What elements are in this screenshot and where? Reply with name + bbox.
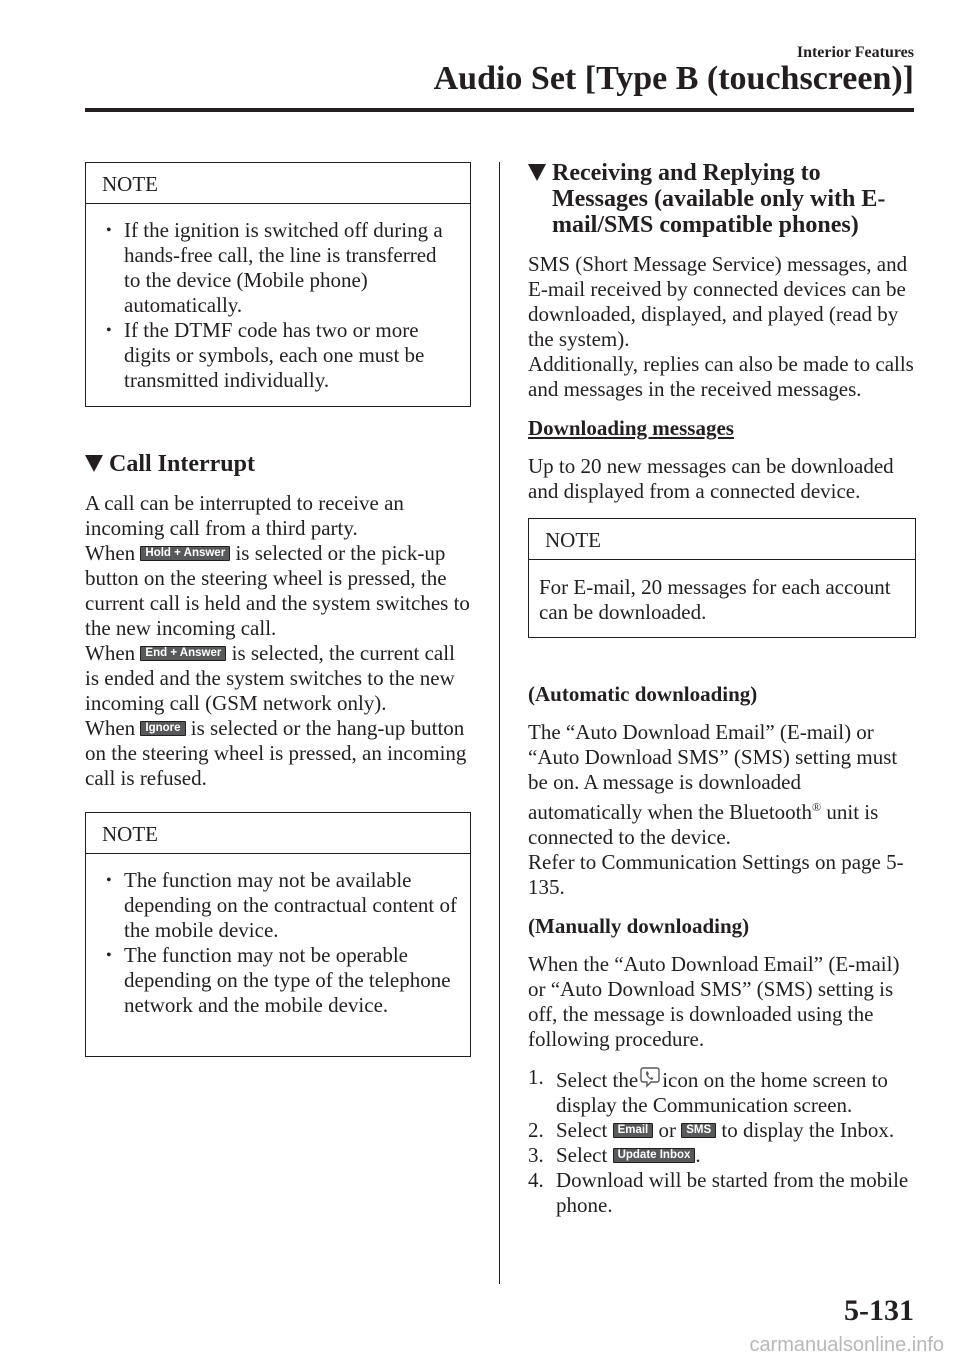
note-title: NOTE bbox=[529, 519, 915, 560]
page-title: Audio Set [Type B (touchscreen)] bbox=[433, 60, 914, 97]
subheading-downloading-messages: Downloading messages bbox=[528, 416, 734, 440]
note-body bbox=[86, 204, 470, 403]
step-item: 3. Select Update Inbox . bbox=[528, 1143, 701, 1167]
end-answer-button[interactable]: End + Answer bbox=[140, 646, 226, 661]
subheading-automatic-downloading: (Automatic downloading) bbox=[528, 682, 758, 706]
paragraph: Refer to Communication Settings on page 5-135. bbox=[528, 850, 904, 899]
watermark: carmanualsonline.info bbox=[749, 1334, 944, 1356]
update-inbox-button[interactable]: Update Inbox bbox=[613, 1148, 696, 1163]
note-box bbox=[85, 162, 471, 407]
ignore-button[interactable]: Ignore bbox=[140, 721, 185, 736]
paragraph: Additionally, replies can also be made to calls and messages in the received messages. bbox=[528, 352, 914, 401]
triangle-marker-icon bbox=[85, 455, 103, 472]
note-item: • The function may not be operable depending on the type of the telephone network and the mobile device. bbox=[98, 943, 458, 1018]
email-button[interactable]: Email bbox=[613, 1123, 654, 1138]
column-divider bbox=[499, 162, 500, 1284]
note-title: NOTE bbox=[86, 163, 470, 204]
triangle-marker-icon bbox=[528, 164, 546, 181]
step-item: 4. Download will be started from the mobile phone. bbox=[528, 1168, 909, 1217]
note-body bbox=[86, 854, 470, 1028]
sms-button[interactable]: SMS bbox=[681, 1123, 716, 1138]
note-item: • The function may not be available depending on the contractual content of the mobile device. bbox=[98, 868, 458, 943]
procedure-steps bbox=[528, 1065, 916, 1218]
page-number: 5-131 bbox=[844, 1294, 914, 1327]
paragraph: SMS (Short Message Service) messages, and E-mail received by connected devices can be downloaded, displayed, and played (read by the system). bbox=[528, 252, 908, 351]
registered-mark: ® bbox=[812, 800, 822, 814]
phone-message-icon[interactable] bbox=[640, 1065, 660, 1089]
section-heading-call-interrupt: Call Interrupt bbox=[85, 451, 471, 477]
hold-answer-button[interactable]: Hold + Answer bbox=[140, 546, 230, 561]
note-box bbox=[85, 812, 471, 1057]
note-box bbox=[528, 518, 916, 638]
paragraph: When the “Auto Download Email” (E-mail) or “Auto Download SMS” (SMS) setting is off, the message is downloaded using the following procedure. bbox=[528, 952, 900, 1051]
note-text: For E-mail, 20 messages for each account can be downloaded. bbox=[539, 575, 891, 624]
left-column bbox=[85, 162, 471, 1057]
paragraph: A call can be interrupted to receive an incoming call from a third party. When Hold + Answer is selected or the pick-up button on the steering wheel is pressed, the current call is held and the system switches to the new incoming call. When End + Answer is selected, the current call is ended and the system switches to the new incoming call (GSM network only). When Ignore is selected or the hang-up button on the steering wheel is pressed, an incoming call is refused. bbox=[85, 491, 470, 790]
note-item: • If the DTMF code has two or more digits or symbols, each one must be transmitted individually. bbox=[98, 318, 458, 393]
note-item: • If the ignition is switched off during a hands-free call, the line is transferred to the device (Mobile phone) automatically. bbox=[98, 218, 458, 318]
step-item: 2. Select Email or SMS to display the Inbox. bbox=[528, 1118, 895, 1142]
paragraph: Up to 20 new messages can be downloaded and displayed from a connected device. bbox=[528, 454, 894, 503]
subheading-manually-downloading: (Manually downloading) bbox=[528, 914, 750, 938]
section-heading-receiving-messages: Receiving and Replying to Messages (available only with E-mail/SMS compatible phones) bbox=[528, 160, 916, 238]
note-title: NOTE bbox=[86, 813, 470, 854]
step-item: 1. Select the icon on the home screen to display the Communication screen. bbox=[528, 1065, 888, 1117]
paragraph: The “Auto Download Email” (E-mail) or “Auto Download SMS” (SMS) setting must be on. A message is downloaded automatically when the Bluetooth® unit is connected to the device. bbox=[528, 720, 898, 849]
header-section-label: Interior Features bbox=[796, 44, 914, 61]
right-column bbox=[528, 160, 916, 1218]
header-rule bbox=[85, 108, 914, 112]
